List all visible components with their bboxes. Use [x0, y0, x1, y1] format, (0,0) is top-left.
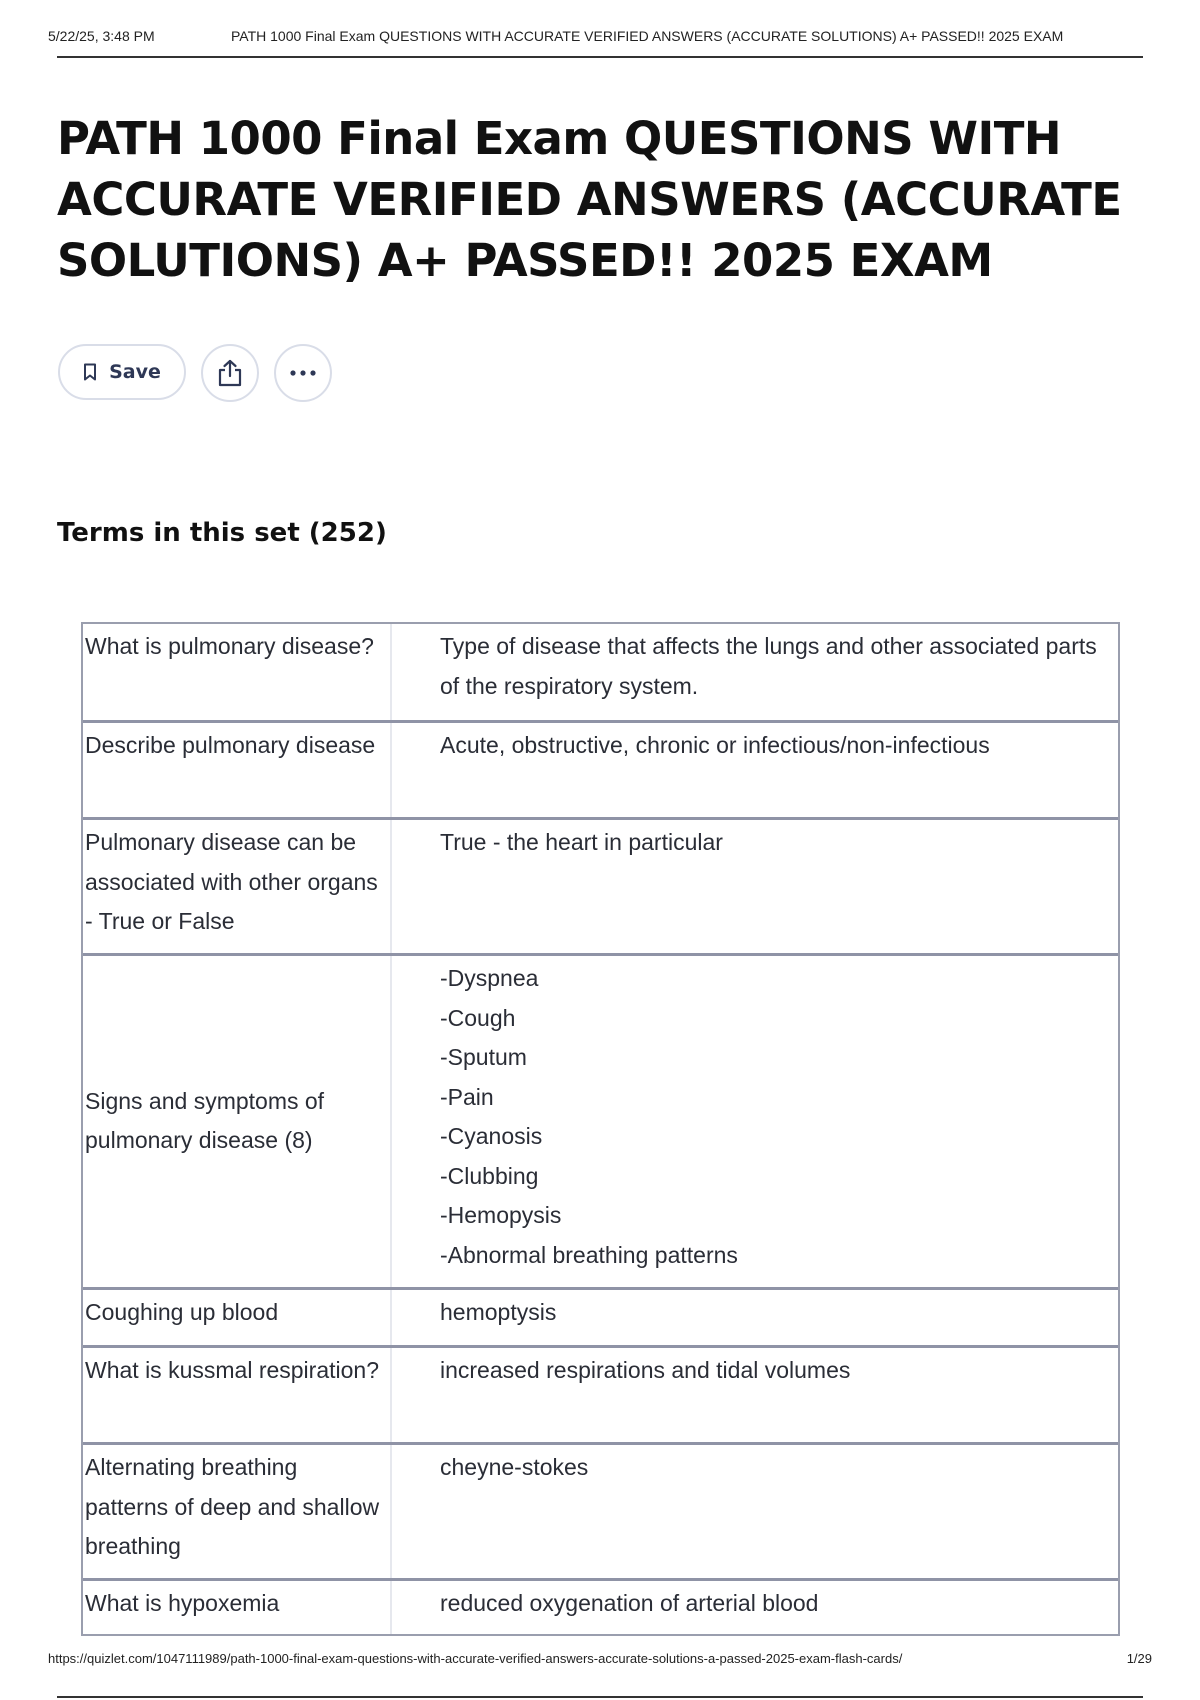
more-horizontal-icon — [290, 370, 316, 376]
term-row — [83, 1287, 1118, 1345]
terms-table — [81, 622, 1120, 1636]
definition-text: increased respirations and tidal volumes — [440, 1357, 851, 1383]
print-url: https://quizlet.com/1047111989/path-1000-final-exam-questions-with-accurate-verified-answers-accurate-solutions-a-passed-2025-exam-flash-cards/ — [48, 1651, 903, 1666]
terms-heading: Terms in this set (252) — [57, 518, 387, 548]
share-button[interactable] — [201, 344, 259, 402]
page-number: 1/29 — [1126, 1651, 1152, 1666]
term-text — [83, 956, 392, 1287]
term-text: Pulmonary disease can be associated with other organs - True or False — [83, 820, 392, 953]
term-row — [83, 1345, 1118, 1442]
term-row — [83, 817, 1118, 953]
footer-divider — [57, 1696, 1143, 1698]
term-row — [83, 1442, 1118, 1578]
term-text: Coughing up blood — [83, 1290, 392, 1345]
definition-text: reduced oxygenation of arterial blood — [440, 1590, 819, 1616]
bookmark-icon — [83, 363, 97, 381]
definition-text: True - the heart in particular — [440, 829, 723, 855]
definition-text: hemoptysis — [440, 1299, 557, 1325]
definition-text: Acute, obstructive, chronic or infectious/non-infectious — [440, 732, 990, 758]
definition-text: Type of disease that affects the lungs and other associated parts of the respiratory system. — [440, 633, 1097, 699]
term-row — [83, 720, 1118, 817]
share-icon — [217, 359, 243, 387]
term-row — [83, 953, 1118, 1287]
term-text: Describe pulmonary disease — [83, 723, 392, 817]
print-document-title: PATH 1000 Final Exam QUESTIONS WITH ACCURATE VERIFIED ANSWERS (ACCURATE SOLUTIONS) A+ PASSED!! 2025 EXAM — [231, 28, 1064, 44]
print-datetime: 5/22/25, 3:48 PM — [48, 28, 155, 44]
definition-text: cheyne-stokes — [440, 1454, 589, 1480]
header-divider — [57, 56, 1143, 58]
definition-text: -Dyspnea -Cough -Sputum -Pain -Cyanosis -Clubbing -Hemopysis -Abnormal breathing patterns — [440, 965, 738, 1268]
term-text: What is kussmal respiration? — [83, 1348, 392, 1442]
term-text: What is hypoxemia — [83, 1581, 392, 1634]
save-button[interactable] — [58, 344, 186, 400]
term-text-value: Signs and symptoms of pulmonary disease (8) — [85, 1087, 325, 1153]
more-options-button[interactable] — [274, 344, 332, 402]
page-title: PATH 1000 Final Exam QUESTIONS WITH ACCURATE VERIFIED ANSWERS (ACCURATE SOLUTIONS) A+ PASSED!! 2025 EXAM — [57, 112, 1122, 287]
term-text: Alternating breathing patterns of deep and shallow breathing — [83, 1445, 392, 1578]
term-row — [83, 624, 1118, 720]
save-button-label: Save — [109, 361, 161, 383]
term-row — [83, 1578, 1118, 1634]
term-text: What is pulmonary disease? — [83, 624, 392, 720]
